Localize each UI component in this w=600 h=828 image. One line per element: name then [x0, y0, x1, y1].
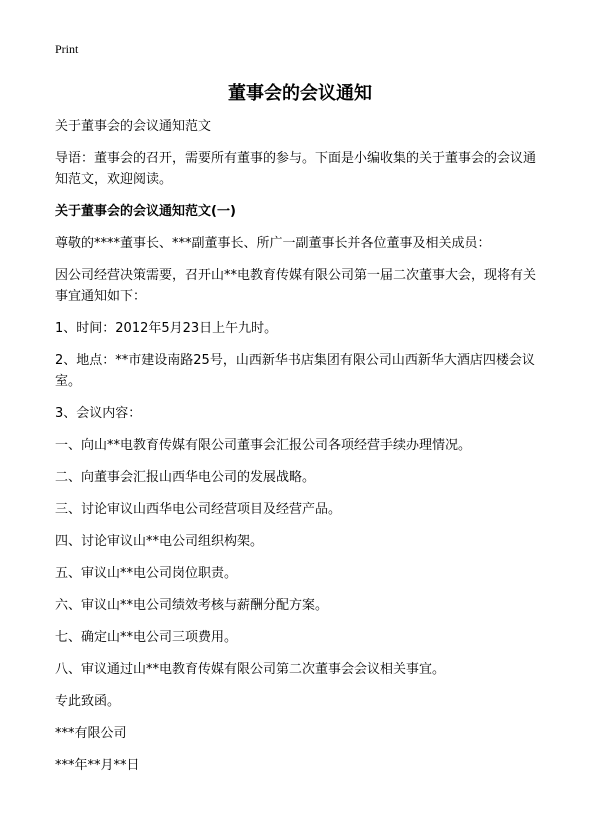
print-link[interactable]: Print [55, 42, 79, 56]
agenda-item: 四、讨论审议山**电公司组织构架。 [55, 534, 264, 549]
agenda-item: 一、向山**电教育传媒有限公司董事会汇报公司各项经营手续办理情况。 [55, 438, 472, 453]
agenda-item: 六、审议山**电公司绩效考核与薪酬分配方案。 [55, 598, 329, 613]
agenda-item: 三、讨论审议山西华电公司经营项目及经营产品。 [55, 502, 342, 517]
agenda-item: 七、确定山**电公司三项费用。 [55, 630, 238, 645]
salutation: 尊敬的****董事长、***副董事长、所广一副董事长并各位董事及相关成员： [55, 236, 491, 251]
signature-date: ***年**月**日 [55, 758, 140, 773]
document-title: 董事会的会议通知 [228, 83, 372, 104]
meeting-content-label: 3、会议内容： [55, 406, 142, 421]
notice-purpose: 因公司经营决策需要，召开山**电教育传媒有限公司第一届二次董事大会，现将有关事宜通知如下： [55, 268, 537, 304]
agenda-item: 二、向董事会汇报山西华电公司的发展战略。 [55, 470, 316, 485]
doc-intro: 导语：董事会的召开，需要所有董事的参与。下面是小编收集的关于董事会的会议通知范文，欢迎阅读。 [55, 151, 537, 187]
signature-company: ***有限公司 [55, 726, 127, 741]
meeting-time: 1、时间：2012年5月23日上午九时。 [55, 321, 278, 336]
meeting-location: 2、地点：**市建设南路25号，山西新华书店集团有限公司山西新华大酒店四楼会议室。 [55, 353, 535, 389]
section-heading: 关于董事会的会议通知范文(一) [55, 204, 236, 219]
closing-remark: 专此致函。 [55, 694, 121, 709]
doc-subtitle: 关于董事会的会议通知范文 [55, 119, 212, 134]
agenda-item: 五、审议山**电公司岗位职责。 [55, 566, 238, 581]
agenda-item: 八、审议通过山**电教育传媒有限公司第二次董事会会议相关事宜。 [55, 662, 446, 677]
